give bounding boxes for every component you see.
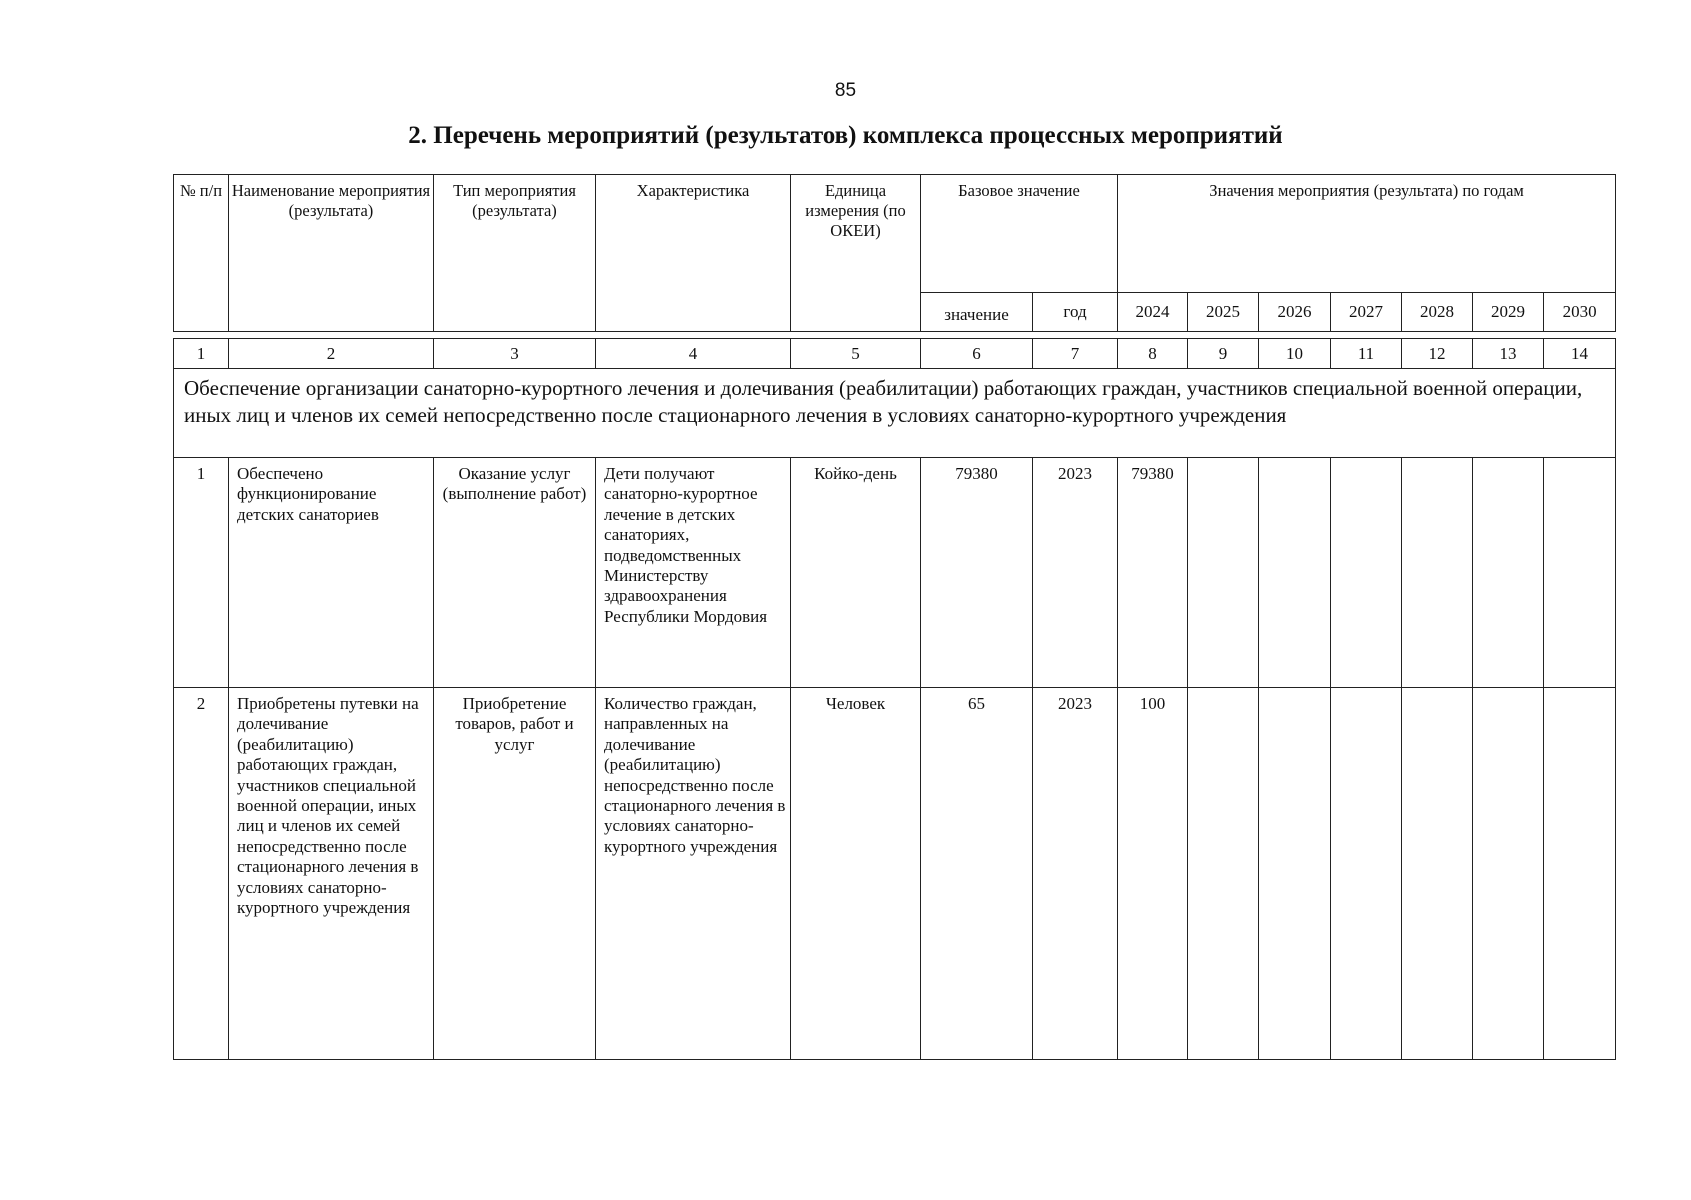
column-number: 9	[1188, 339, 1259, 369]
column-number: 7	[1033, 339, 1118, 369]
column-number: 13	[1473, 339, 1544, 369]
row-value-2026	[1259, 458, 1331, 688]
column-number: 8	[1118, 339, 1188, 369]
row-value-2029	[1473, 458, 1544, 688]
row-value-2027	[1331, 458, 1402, 688]
column-number: 14	[1544, 339, 1616, 369]
header-base-year: год	[1033, 292, 1118, 331]
row-type: Приобретение товаров, работ и услуг	[434, 688, 596, 1060]
row-base-year: 2023	[1033, 688, 1118, 1060]
header-characteristic: Характеристика	[596, 175, 791, 332]
section-title: Обеспечение организации санаторно-курортного лечения и долечивания (реабилитации) работающих граждан, участников специальной военной операции, иных лиц и членов их семей непосредственно после стационарного лечения в условиях санаторно-курортного учреждения	[174, 369, 1616, 458]
row-value-2028	[1402, 688, 1473, 1060]
row-name: Обеспечено функционирование детских санаториев	[229, 458, 434, 688]
column-number: 10	[1259, 339, 1331, 369]
column-number: 3	[434, 339, 596, 369]
row-value-2030	[1544, 458, 1616, 688]
row-base-value: 65	[921, 688, 1033, 1060]
table-row	[174, 458, 1616, 688]
row-value-2024: 79380	[1118, 458, 1188, 688]
header-unit: Единица измерения (по ОКЕИ)	[791, 175, 921, 332]
body-table	[173, 338, 1616, 1060]
row-value-2026	[1259, 688, 1331, 1060]
header-year-2024: 2024	[1118, 292, 1188, 331]
header-year-2030: 2030	[1544, 292, 1616, 331]
header-year-2028: 2028	[1402, 292, 1473, 331]
row-base-value: 79380	[921, 458, 1033, 688]
row-num: 2	[174, 688, 229, 1060]
document-title: 2. Перечень мероприятий (результатов) комплекса процессных мероприятий	[408, 122, 1283, 149]
header-year-2025: 2025	[1188, 292, 1259, 331]
row-value-2025	[1188, 688, 1259, 1060]
header-year-2027: 2027	[1331, 292, 1402, 331]
header-name: Наименование мероприятия (результата)	[229, 175, 434, 332]
row-name: Приобретены путевки на долечивание (реабилитацию) работающих граждан, участников специальной военной операции, иных лиц и членов их семей непосредственно после стационарного лечения в условиях санаторно-курортного учреждения	[229, 688, 434, 1060]
column-number: 12	[1402, 339, 1473, 369]
column-number: 6	[921, 339, 1033, 369]
row-value-2029	[1473, 688, 1544, 1060]
row-value-2025	[1188, 458, 1259, 688]
section-row	[174, 369, 1616, 458]
row-unit: Койко-день	[791, 458, 921, 688]
page-number: 85	[834, 80, 857, 101]
row-value-2024: 100	[1118, 688, 1188, 1060]
row-num: 1	[174, 458, 229, 688]
row-value-2027	[1331, 688, 1402, 1060]
row-type: Оказание услуг (выполнение работ)	[434, 458, 596, 688]
column-number: 4	[596, 339, 791, 369]
header-year-2026: 2026	[1259, 292, 1331, 331]
header-type: Тип мероприятия (результата)	[434, 175, 596, 332]
column-number: 1	[174, 339, 229, 369]
row-base-year: 2023	[1033, 458, 1118, 688]
header-table	[173, 174, 1616, 332]
row-characteristic: Количество граждан, направленных на долечивание (реабилитацию) непосредственно после стационарного лечения в условиях санаторно-курортного учреждения	[596, 688, 791, 1060]
column-number: 5	[791, 339, 921, 369]
row-value-2028	[1402, 458, 1473, 688]
header-base-value: значение	[921, 292, 1033, 331]
header-base: Базовое значение	[921, 175, 1118, 293]
row-value-2030	[1544, 688, 1616, 1060]
header-num: № п/п	[174, 175, 229, 332]
column-number: 11	[1331, 339, 1402, 369]
header-years: Значения мероприятия (результата) по годам	[1118, 175, 1616, 293]
header-year-2029: 2029	[1473, 292, 1544, 331]
column-number: 2	[229, 339, 434, 369]
table-row	[174, 688, 1616, 1060]
row-unit: Человек	[791, 688, 921, 1060]
row-characteristic: Дети получают санаторно-курортное лечение в детских санаториях, подведомственных Министерству здравоохранения Республики Мордовия	[596, 458, 791, 688]
column-numbers-row	[174, 339, 1616, 369]
